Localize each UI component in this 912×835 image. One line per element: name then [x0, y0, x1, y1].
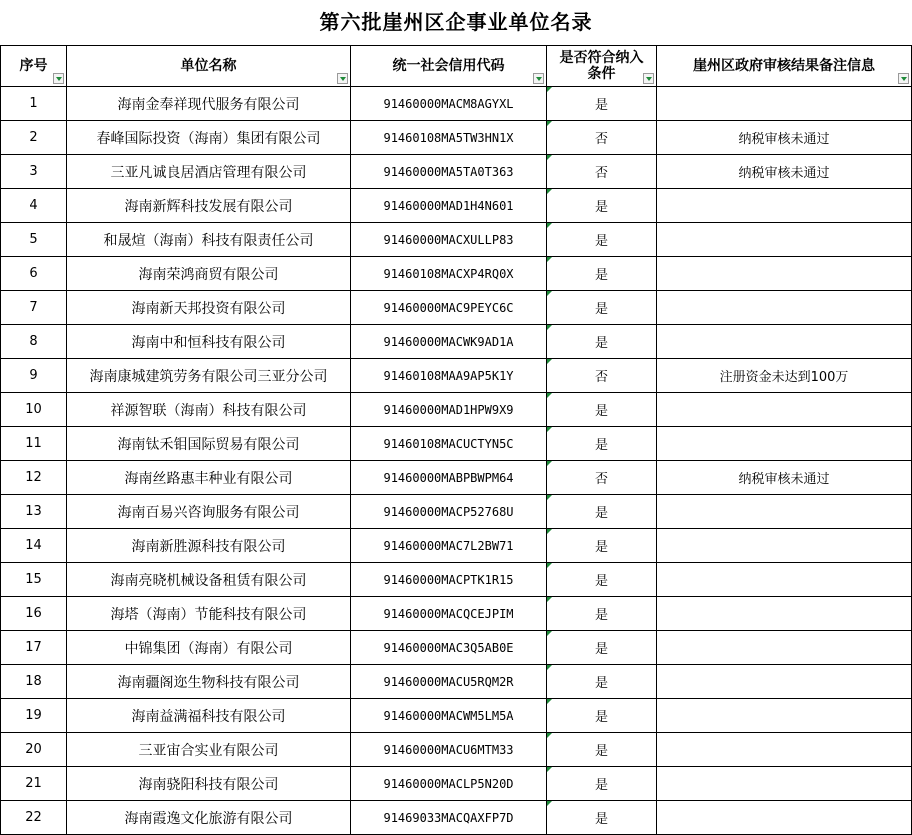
cell-credit-code[interactable]: 91460000MACP52768U [351, 495, 547, 529]
cell-company-name[interactable]: 海南疆阁迩生物科技有限公司 [67, 665, 351, 699]
cell-serial[interactable]: 15 [1, 563, 67, 597]
cell-credit-code[interactable]: 91460108MA5TW3HN1X [351, 121, 547, 155]
cell-eligible[interactable] [547, 495, 657, 529]
cell-credit-code[interactable]: 91460000MAC3Q5AB0E [351, 631, 547, 665]
cell-eligible[interactable] [547, 631, 657, 665]
table-row [1, 699, 912, 733]
cell-eligible[interactable] [547, 325, 657, 359]
table-body [1, 87, 912, 835]
cell-review-note[interactable]: 纳税审核未通过 [657, 461, 912, 495]
cell-company-name[interactable]: 海南霞逸文化旅游有限公司 [67, 801, 351, 835]
table-row [1, 189, 912, 223]
cell-company-name[interactable]: 海南金奉祥现代服务有限公司 [67, 87, 351, 121]
cell-eligible[interactable] [547, 801, 657, 835]
table-row [1, 529, 912, 563]
cell-review-note[interactable] [657, 767, 912, 801]
header-label: 单位名称 [180, 58, 237, 74]
eligible-value: 是 [594, 404, 608, 419]
cell-credit-code[interactable]: 91460000MACWM5LM5A [351, 699, 547, 733]
cell-serial[interactable]: 2 [1, 121, 67, 155]
cell-credit-code[interactable]: 91460000MACWK9AD1A [351, 325, 547, 359]
cell-company-name[interactable]: 和晟煊（海南）科技有限责任公司 [67, 223, 351, 257]
table-row [1, 733, 912, 767]
cell-comment-indicator [547, 359, 552, 364]
filter-dropdown-icon[interactable] [337, 73, 348, 84]
cell-serial[interactable]: 5 [1, 223, 67, 257]
cell-eligible[interactable] [547, 529, 657, 563]
eligible-value: 是 [594, 642, 608, 657]
cell-comment-indicator [547, 325, 552, 330]
cell-credit-code[interactable]: 91469033MACQAXFP7D [351, 801, 547, 835]
cell-review-note[interactable] [657, 495, 912, 529]
cell-comment-indicator [547, 393, 552, 398]
cell-review-note[interactable] [657, 733, 912, 767]
cell-review-note[interactable] [657, 529, 912, 563]
cell-company-name[interactable]: 海南中和恒科技有限公司 [67, 325, 351, 359]
cell-serial[interactable]: 6 [1, 257, 67, 291]
cell-review-note[interactable] [657, 631, 912, 665]
cell-eligible[interactable] [547, 427, 657, 461]
cell-credit-code[interactable]: 91460000MACPTK1R15 [351, 563, 547, 597]
cell-review-note[interactable] [657, 189, 912, 223]
cell-serial[interactable]: 22 [1, 801, 67, 835]
eligible-value: 否 [594, 166, 608, 181]
cell-comment-indicator [547, 121, 552, 126]
eligible-value: 是 [594, 506, 608, 521]
cell-serial[interactable]: 12 [1, 461, 67, 495]
table-row [1, 257, 912, 291]
table-row [1, 495, 912, 529]
cell-eligible[interactable] [547, 121, 657, 155]
cell-company-name[interactable]: 三亚凡诚良居酒店管理有限公司 [67, 155, 351, 189]
cell-eligible[interactable] [547, 393, 657, 427]
cell-comment-indicator [547, 495, 552, 500]
eligible-value: 是 [594, 268, 608, 283]
cell-serial[interactable]: 9 [1, 359, 67, 393]
cell-eligible[interactable] [547, 461, 657, 495]
cell-company-name[interactable]: 中锦集团（海南）有限公司 [67, 631, 351, 665]
header-row [1, 46, 912, 87]
cell-company-name[interactable]: 海南荣鸿商贸有限公司 [67, 257, 351, 291]
header-review-note [657, 46, 912, 87]
cell-comment-indicator [547, 461, 552, 466]
cell-company-name[interactable]: 海南新辉科技发展有限公司 [67, 189, 351, 223]
eligible-value: 是 [594, 744, 608, 759]
cell-comment-indicator [547, 801, 552, 806]
eligible-value: 是 [594, 336, 608, 351]
table-row [1, 87, 912, 121]
eligible-value: 是 [594, 778, 608, 793]
cell-review-note[interactable] [657, 665, 912, 699]
cell-comment-indicator [547, 597, 552, 602]
cell-serial[interactable]: 7 [1, 291, 67, 325]
eligible-value: 是 [594, 812, 608, 827]
cell-review-note[interactable]: 纳税审核未通过 [657, 121, 912, 155]
cell-credit-code[interactable]: 91460000MACLP5N20D [351, 767, 547, 801]
eligible-value: 是 [594, 710, 608, 725]
eligible-value: 是 [594, 98, 608, 113]
cell-serial[interactable]: 11 [1, 427, 67, 461]
cell-credit-code[interactable]: 91460000MAC9PEYC6C [351, 291, 547, 325]
cell-credit-code[interactable]: 91460000MABPBWPM64 [351, 461, 547, 495]
cell-serial[interactable]: 21 [1, 767, 67, 801]
cell-eligible[interactable] [547, 87, 657, 121]
cell-comment-indicator [547, 665, 552, 670]
table-row [1, 801, 912, 835]
eligible-value: 是 [594, 574, 608, 589]
cell-credit-code[interactable]: 91460000MACU6MTM33 [351, 733, 547, 767]
cell-review-note[interactable] [657, 291, 912, 325]
eligible-value: 是 [594, 234, 608, 249]
cell-serial[interactable]: 4 [1, 189, 67, 223]
cell-eligible[interactable] [547, 597, 657, 631]
cell-company-name[interactable]: 海南益满福科技有限公司 [67, 699, 351, 733]
cell-credit-code[interactable]: 91460000MACU5RQM2R [351, 665, 547, 699]
cell-eligible[interactable] [547, 291, 657, 325]
cell-serial[interactable]: 13 [1, 495, 67, 529]
cell-credit-code[interactable]: 91460000MAD1H4N601 [351, 189, 547, 223]
table-row [1, 461, 912, 495]
eligible-value: 是 [594, 676, 608, 691]
filter-dropdown-icon[interactable] [643, 73, 654, 84]
eligible-value: 是 [594, 540, 608, 555]
table-row [1, 665, 912, 699]
table-row [1, 359, 912, 393]
cell-review-note[interactable]: 注册资金未达到100万 [657, 359, 912, 393]
cell-company-name[interactable]: 海南骁阳科技有限公司 [67, 767, 351, 801]
sheet-title: 第六批崖州区企事业单位名录 [319, 10, 593, 34]
cell-comment-indicator [547, 699, 552, 704]
cell-review-note[interactable] [657, 801, 912, 835]
header-label: 是否符合纳入条件 [559, 50, 644, 82]
cell-credit-code[interactable]: 91460000MACM8AGYXL [351, 87, 547, 121]
cell-serial[interactable]: 18 [1, 665, 67, 699]
header-company-name [67, 46, 351, 87]
table-row [1, 223, 912, 257]
cell-serial[interactable]: 17 [1, 631, 67, 665]
cell-eligible[interactable] [547, 665, 657, 699]
cell-review-note[interactable]: 纳税审核未通过 [657, 155, 912, 189]
cell-review-note[interactable] [657, 597, 912, 631]
table-row [1, 155, 912, 189]
cell-eligible[interactable] [547, 189, 657, 223]
cell-credit-code[interactable]: 91460000MA5TA0T363 [351, 155, 547, 189]
table-row [1, 121, 912, 155]
filter-dropdown-icon[interactable] [533, 73, 544, 84]
cell-company-name[interactable]: 海南康城建筑劳务有限公司三亚分公司 [67, 359, 351, 393]
cell-eligible[interactable] [547, 767, 657, 801]
cell-credit-code[interactable]: 91460000MAD1HPW9X9 [351, 393, 547, 427]
cell-credit-code[interactable]: 91460108MACUCTYN5C [351, 427, 547, 461]
cell-eligible[interactable] [547, 699, 657, 733]
cell-eligible[interactable] [547, 359, 657, 393]
cell-eligible[interactable] [547, 223, 657, 257]
filter-dropdown-icon[interactable] [53, 73, 64, 84]
table-row [1, 563, 912, 597]
cell-eligible[interactable] [547, 257, 657, 291]
eligible-value: 否 [594, 370, 608, 385]
cell-serial[interactable]: 1 [1, 87, 67, 121]
cell-company-name[interactable]: 祥源智联（海南）科技有限公司 [67, 393, 351, 427]
cell-comment-indicator [547, 155, 552, 160]
eligible-value: 是 [594, 200, 608, 215]
cell-credit-code[interactable]: 91460000MACXULLP83 [351, 223, 547, 257]
eligible-value: 否 [594, 472, 608, 487]
cell-company-name[interactable]: 海南亮晓机械设备租赁有限公司 [67, 563, 351, 597]
header-eligible [547, 46, 657, 87]
cell-comment-indicator [547, 223, 552, 228]
cell-review-note[interactable] [657, 325, 912, 359]
cell-review-note[interactable] [657, 427, 912, 461]
cell-review-note[interactable] [657, 563, 912, 597]
table-row [1, 767, 912, 801]
table-row [1, 393, 912, 427]
header-label: 崖州区政府审核结果备注信息 [693, 58, 875, 74]
eligible-value: 否 [594, 132, 608, 147]
cell-review-note[interactable] [657, 223, 912, 257]
cell-review-note[interactable] [657, 87, 912, 121]
cell-comment-indicator [547, 733, 552, 738]
cell-review-note[interactable] [657, 699, 912, 733]
table-row [1, 631, 912, 665]
table-row [1, 597, 912, 631]
table-row [1, 325, 912, 359]
header-serial [1, 46, 67, 87]
cell-eligible[interactable] [547, 733, 657, 767]
cell-eligible[interactable] [547, 563, 657, 597]
cell-company-name[interactable]: 三亚宙合实业有限公司 [67, 733, 351, 767]
cell-credit-code[interactable]: 91460000MACQCEJPIM [351, 597, 547, 631]
cell-serial[interactable]: 10 [1, 393, 67, 427]
cell-company-name[interactable]: 海南钛禾钼国际贸易有限公司 [67, 427, 351, 461]
header-credit-code [351, 46, 547, 87]
cell-company-name[interactable]: 海塔（海南）节能科技有限公司 [67, 597, 351, 631]
header-label: 统一社会信用代码 [392, 58, 505, 74]
cell-comment-indicator [547, 427, 552, 432]
cell-comment-indicator [547, 291, 552, 296]
eligible-value: 是 [594, 438, 608, 453]
eligible-value: 是 [594, 302, 608, 317]
eligible-value: 是 [594, 608, 608, 623]
cell-comment-indicator [547, 189, 552, 194]
cell-company-name[interactable]: 春峰国际投资（海南）集团有限公司 [67, 121, 351, 155]
cell-eligible[interactable] [547, 155, 657, 189]
company-table [0, 45, 912, 835]
filter-dropdown-icon[interactable] [898, 73, 909, 84]
cell-serial[interactable]: 8 [1, 325, 67, 359]
cell-company-name[interactable]: 海南丝路惠丰种业有限公司 [67, 461, 351, 495]
cell-credit-code[interactable]: 91460000MAC7L2BW71 [351, 529, 547, 563]
cell-comment-indicator [547, 631, 552, 636]
cell-company-name[interactable]: 海南新胜源科技有限公司 [67, 529, 351, 563]
cell-comment-indicator [547, 563, 552, 568]
cell-comment-indicator [547, 87, 552, 92]
cell-comment-indicator [547, 529, 552, 534]
table-row [1, 427, 912, 461]
cell-comment-indicator [547, 257, 552, 262]
cell-credit-code[interactable]: 91460108MACXP4RQ0X [351, 257, 547, 291]
cell-comment-indicator [547, 767, 552, 772]
header-label: 序号 [19, 58, 48, 74]
cell-serial[interactable]: 20 [1, 733, 67, 767]
cell-serial[interactable]: 19 [1, 699, 67, 733]
cell-review-note[interactable] [657, 257, 912, 291]
cell-review-note[interactable] [657, 393, 912, 427]
cell-company-name[interactable]: 海南百易兴咨询服务有限公司 [67, 495, 351, 529]
cell-company-name[interactable]: 海南新天邦投资有限公司 [67, 291, 351, 325]
cell-serial[interactable]: 16 [1, 597, 67, 631]
cell-credit-code[interactable]: 91460108MAA9AP5K1Y [351, 359, 547, 393]
table-row [1, 291, 912, 325]
cell-serial[interactable]: 14 [1, 529, 67, 563]
cell-serial[interactable]: 3 [1, 155, 67, 189]
